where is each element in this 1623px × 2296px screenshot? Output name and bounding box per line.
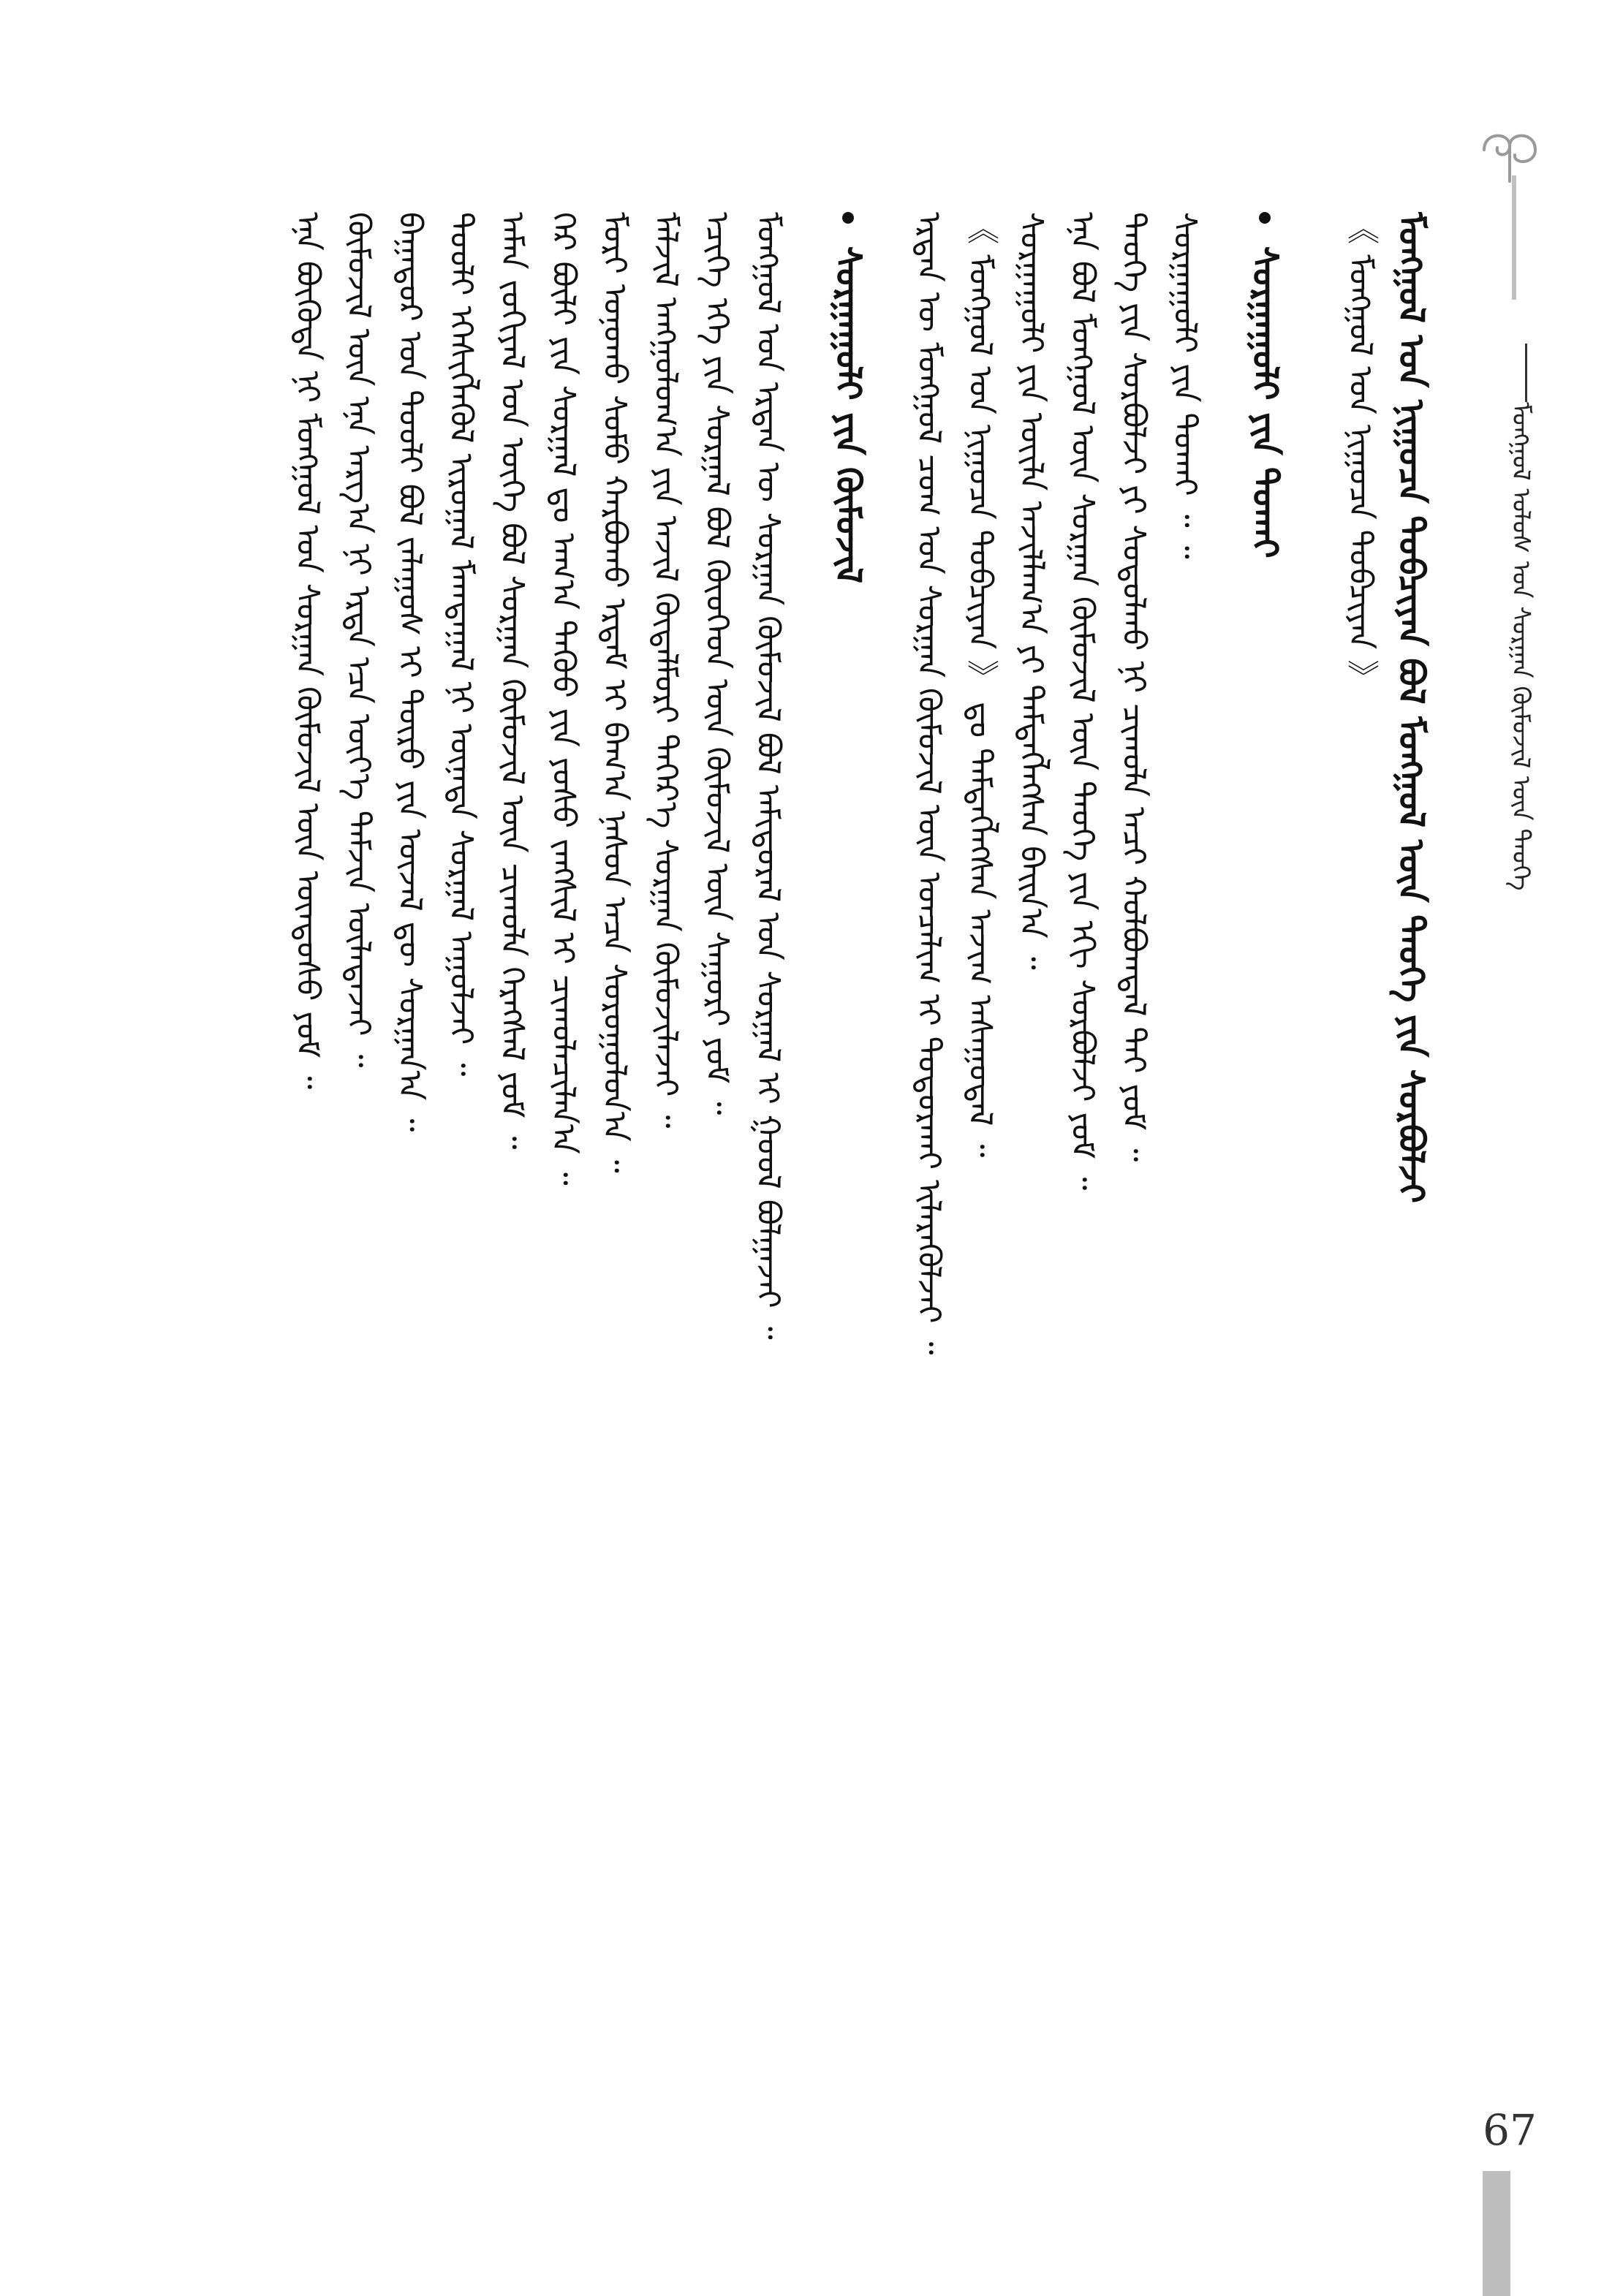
section-heading-1 (1243, 212, 1287, 558)
header-rule (1512, 175, 1516, 300)
bullet-icon (842, 212, 854, 224)
paragraph-line: ᠪᠠᠭᠠᠳᠤᠷ ᠤᠨ ᠲᠤᠤᠯᠢ ᠪᠣᠯ ᠵᠠᠯᠠᠭᠤᠰ ᠢ ᠲᠦᠷᠦ ᠶᠢᠨ ᠦᠵᠡᠯ ᠳᠦ ᠰᠤᠷᠭᠠᠨ᠎ᠠ ᠃ (391, 212, 428, 1132)
paragraph-line: ᠡᠨᠡ ᠪᠣᠯ ᠮᠣᠩᠭᠣᠯ ᠦᠨ ᠰᠤᠷᠭᠠᠨ ᠬᠦᠮᠦᠵᠢᠯ ᠦᠨ ᠲᠡᠦᠬᠡ ᠶᠢᠨ ᠡᠬᠢ ᠰᠤᠷᠪᠤᠯᠵᠢ ᠶᠤᠮ ᠃ (1064, 212, 1101, 1191)
paragraph-line: ᠰᠤᠷᠭᠠᠭᠤᠯᠢ ᠶᠢᠨ ᠦᠢᠯᠡ ᠠᠵᠢᠯᠯᠠᠭ᠎ᠠ ᠶᠢ ᠲᠡᠮᠳᠡᠭᠯᠡᠭᠰᠡᠨ ᠪᠠᠢᠨ᠎ᠠ ᠃ (1013, 212, 1050, 970)
paragraph-line: ᠲᠤᠤᠯᠢ ᠡᠭᠡᠰᠢᠭᠯᠡᠭᠦᠯ ᠢᠷᠤᠭᠠᠯ ᠮᠠᠭᠲᠠᠭᠠᠯ ᠨᠢ ᠦᠨᠡᠲᠡ ᠰᠤᠷᠭᠠᠯ ᠠᠭᠤᠯᠵᠠᠢ ᠃ (442, 212, 480, 1077)
bullet-icon (1259, 212, 1271, 224)
paragraph-line: ᠡᠷᠲᠡᠨ ᠦ ᠮᠣᠩᠭᠣᠯ ᠴᠤᠭ ᠤᠨ ᠰᠤᠷᠭᠠᠨ ᠬᠦᠮᠦᠵᠢᠯ ᠦᠨ ᠣᠨᠴᠠᠯᠢᠭ ᠢ ᠲᠣᠳᠤᠷᠬᠠᠶ ᠢᠯᠡᠷᠡᠭᠦᠯᠵᠡᠢ ᠃ (910, 212, 947, 1355)
paragraph-line: ᠭᠡᠷ ᠪᠦᠯᠢ ᠶᠢᠨ ᠰᠤᠷᠭᠠᠯ ᠳᠤ ᠠᠬ᠎ᠠ ᠳᠡᠭᠦᠦ ᠶᠢᠨ ᠶᠣᠰᠣ ᠵᠠᠩᠱᠢᠯ ᠢ ᠴᠢᠬᠤᠯᠠᠴᠢᠯᠠᠨ᠎ᠠ ᠃ (545, 212, 582, 1186)
paragraph-line: ᠡᠴᠢᠭᠡ ᠡᠬᠡ ᠶᠢᠨ ᠰᠤᠷᠭᠠᠯ ᠪᠣᠯ ᠬᠦᠦᠬᠡᠳ ᠦᠨ ᠬᠦᠮᠦᠵᠢᠯ ᠦᠨ ᠰᠠᠭᠤᠷᠢ ᠶᠤᠮ ᠃ (698, 212, 735, 1115)
section-heading-2 (826, 212, 870, 583)
paragraph-line: ᠮᠣᠩᠭᠣᠯ ᠤᠨ ᠡᠷᠲᠡᠨ ᠦ ᠰᠤᠷᠭᠠᠨ ᠬᠦᠮᠦᠵᠢᠯ ᠪᠣᠯ ᠠᠮᠢᠳᠤᠷᠠᠯ ᠤᠨ ᠰᠤᠷᠭᠠᠯ ᠢ ᠭᠣᠣᠯ ᠪᠣᠯᠭᠠᠵᠠᠢ ᠃ (749, 212, 787, 1340)
paragraph-line: ᠬᠦᠮᠦᠵᠢᠯ ᠦᠨ ᠡᠨᠡ ᠠᠷᠭ᠎ᠠ ᠨᠢ ᠡᠷᠲᠡ ᠡᠴᠡ ᠦᠶ᠎ᠡ ᠳᠠᠮᠵᠢᠨ ᠦᠯᠡᠳᠡᠵᠡᠢ ᠃ (340, 212, 377, 1068)
page-number: 67 (1483, 2105, 1537, 2155)
paragraph-line: ᠮᠠᠯᠵᠢᠯ ᠠᠩᠭᠤᠯᠤᠭ᠎ᠠ ᠶᠢᠨ ᠠᠵᠢᠯ ᠬᠥᠳᠡᠯᠮᠦᠷᠢ ᠳᠡᠭᠡᠷ᠎ᠡ ᠰᠤᠷᠭᠠᠨ ᠬᠦᠮᠦᠵᠢᠯᠡᠵᠡᠢ ᠃ (647, 212, 684, 1129)
body-text (190, 212, 1433, 2149)
page-edge-tab (1483, 2171, 1510, 2296)
paragraph-line: ᠡᠨᠡ ᠪᠦᠭᠦᠳᠡ ᠨᠢ ᠮᠣᠩᠭᠣᠯ ᠤᠨ ᠰᠤᠷᠭᠠᠨ ᠬᠦᠮᠦᠵᠢᠯ ᠦᠨ ᠦᠨᠳᠦᠰᠦ ᠶᠤᠮ ᠃ (289, 212, 326, 1090)
paragraph-line: ᠠᠮᠠᠨ ᠵᠣᠬᠢᠶᠠᠯ ᠤᠨ ᠦᠭᠡ ᠪᠣᠯ ᠰᠤᠷᠭᠠᠨ ᠬᠦᠮᠦᠵᠢᠯ ᠦᠨ ᠴᠢᠬᠤᠯᠠ ᠬᠡᠷᠡᠭᠰᠡᠯ ᠶᠤᠮ ᠃ (493, 212, 531, 1150)
paragraph-line: ᠮᠣᠷᠢ ᠤᠨᠤᠬᠤ ᠰᠤᠮᠤ ᠬᠠᠷᠪᠤᠬᠤ ᠡᠷᠳᠡᠮ ᠢ ᠪᠠᠭ᠎ᠠ ᠨᠠᠰᠤᠨ ᠠᠴᠠ ᠰᠤᠷᠤᠭᠤᠯᠤᠨ᠎ᠠ ᠃ (596, 212, 633, 1173)
section-heading-1-text: ᠰᠤᠷᠭᠠᠭᠤᠯᠢ ᠶᠢᠨ ᠲᠤᠬᠠᠢ (1244, 246, 1285, 558)
scroll-ornament-icon (1469, 117, 1550, 183)
paragraph-opening: ᠰᠤᠷᠭᠠᠭᠤᠯᠢ ᠶᠢᠨ ᠲᠤᠬᠠᠢ ᠃ ᠃ (1166, 212, 1203, 559)
quote-line: 《 ᠮᠣᠩᠭᠣᠯ ᠤᠨ ᠨᠢᠭᠤᠴᠠ ᠲᠣᠪᠴᠢᠶᠠᠨ 》 (1342, 212, 1379, 692)
paragraph-line: ᠲᠡᠦᠬᠡ ᠶᠢᠨ ᠰᠤᠷᠪᠤᠯᠵᠢ ᠶᠢ ᠰᠤᠳᠤᠯᠬᠤ ᠨᠢ ᠴᠢᠬᠤᠯᠠ ᠠᠴᠢ ᠬᠣᠯᠪᠣᠭᠳᠠᠯ ᠲᠠᠢ ᠶᠤᠮ ᠃ (1115, 212, 1152, 1162)
header-dash (1525, 344, 1527, 402)
section-heading-2-text: ᠰᠤᠷᠭᠠᠭᠤᠯᠢ ᠶᠢᠨ ᠬᠦᠮᠦᠵᠢᠯ (828, 246, 869, 583)
running-head-title: ᠮᠣᠩᠭᠣᠯ ᠤᠯᠤᠰ ᠤᠨ ᠰᠤᠷᠭᠠᠨ ᠬᠦᠮᠦᠵᠢᠯ ᠦᠨ ᠲᠡᠦᠬᠡ (1506, 402, 1535, 891)
paragraph-line: 《 ᠮᠣᠩᠭᠣᠯ ᠤᠨ ᠨᠢᠭᠤᠴᠠ ᠲᠣᠪᠴᠢᠶᠠᠨ 》 ᠳᠤ ᠲᠡᠮᠳᠡᠭᠯᠡᠭᠰᠡᠨ ᠠᠵᠢᠭ ᠠᠰᠠᠭᠤᠳᠠᠯ ᠃ (961, 212, 999, 1158)
bold-title-line: ᠮᠣᠩᠭᠣᠯ ᠤᠨ ᠨᠢᠭᠤᠴᠠ ᠲᠣᠪᠴᠢᠶᠠᠨ ᠪᠣᠯ ᠮᠣᠩᠭᠣᠯ ᠦᠨ ᠲᠡᠦᠬᠡ ᠶᠢᠨ ᠰᠤᠷᠪᠤᠯᠵᠢ (1391, 212, 1431, 1203)
